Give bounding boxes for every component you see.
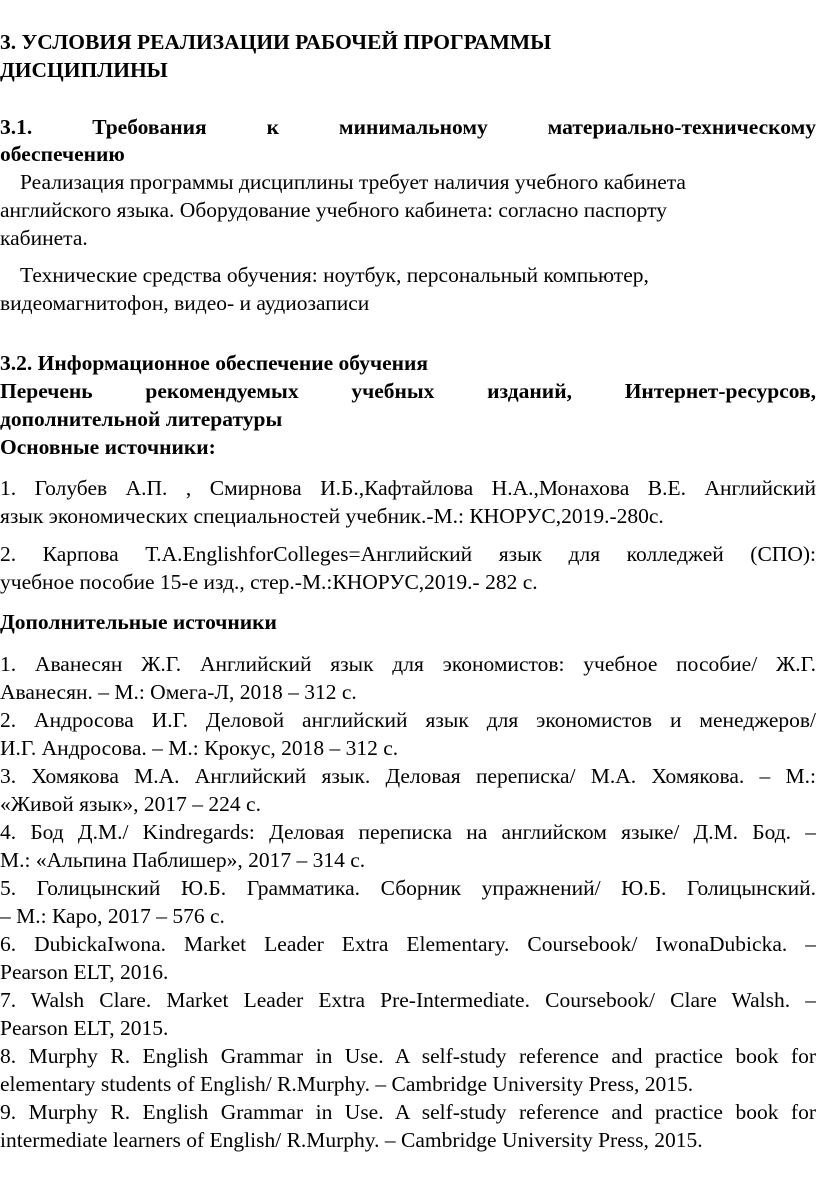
- additional-source-item-2-line-1: 2. Андросова И.Г. Деловой английский язык для экономистов и менеджеров/: [0, 708, 816, 732]
- section-title-line-2: ДИСЦИПЛИНЫ: [0, 58, 168, 82]
- additional-source-item-8-line-2: elementary students of English/ R.Murphy. – Cambridge University Press, 2015.: [0, 1072, 694, 1096]
- additional-sources-title: Дополнительные источники: [0, 610, 277, 634]
- additional-source-item-9-line-1: 9. Murphy R. English Grammar in Use. A self-study reference and practice book for: [0, 1100, 816, 1124]
- main-source-item-1-line-2: язык экономических специальностей учебник.-М.: КНОРУС,2019.-280с.: [0, 504, 664, 528]
- subsection-32-heading: 3.2. Информационное обеспечение обучения: [0, 351, 429, 375]
- additional-source-item-5-line-1: 5. Голицынский Ю.Б. Грамматика. Сборник упражнений/ Ю.Б. Голицынский.: [0, 876, 816, 900]
- additional-source-item-2-line-2: И.Г. Андросова. – М.: Крокус, 2018 – 312 с.: [0, 736, 399, 760]
- additional-source-item-3-line-2: «Живой язык», 2017 – 224 с.: [0, 792, 261, 816]
- main-source-item-2-line-1: 2. Карпова Т.А.EnglishforColleges=Английский язык для колледжей (СПО):: [0, 542, 816, 566]
- additional-source-item-6-line-1: 6. DubickaIwona. Market Leader Extra Elementary. Coursebook/ IwonaDubicka. –: [0, 932, 816, 956]
- subsection-31-heading-line-2: обеспечению: [0, 142, 125, 166]
- section-title-line-1: 3. УСЛОВИЯ РЕАЛИЗАЦИИ РАБОЧЕЙ ПРОГРАММЫ: [0, 30, 552, 54]
- additional-source-item-3-line-1: 3. Хомякова М.А. Английский язык. Деловая переписка/ М.А. Хомякова. – М.:: [0, 764, 816, 788]
- subsection-31-heading-line-1: 3.1. Требования к минимальному материально-техническому: [0, 115, 816, 139]
- additional-source-item-8-line-1: 8. Murphy R. English Grammar in Use. A self-study reference and practice book for: [0, 1044, 816, 1068]
- additional-source-item-4-line-2: М.: «Альпина Паблишер», 2017 – 314 с.: [0, 848, 366, 872]
- paragraph-1-line-1: Реализация программы дисциплины требует наличия учебного кабинета: [20, 170, 686, 194]
- additional-source-item-1-line-1: 1. Аванесян Ж.Г. Английский язык для экономистов: учебное пособие/ Ж.Г.: [0, 652, 816, 676]
- main-sources-title: Основные источники:: [0, 435, 216, 459]
- additional-source-item-4-line-1: 4. Бод Д.М./ Kindregards: Деловая переписка на английском языке/ Д.М. Бод. –: [0, 820, 816, 844]
- paragraph-1-line-3: кабинета.: [0, 226, 88, 250]
- paragraph-2-line-2: видеомагнитофон, видео- и аудиозаписи: [0, 291, 370, 315]
- subsection-32-subheading-line-1: Перечень рекомендуемых учебных изданий, Интернет-ресурсов,: [0, 379, 816, 403]
- additional-source-item-5-line-2: – М.: Каро, 2017 – 576 с.: [0, 904, 225, 928]
- main-source-item-1-line-1: 1. Голубев А.П. , Смирнова И.Б.,Кафтайлова Н.А.,Монахова В.Е. Английский: [0, 476, 816, 500]
- subsection-32-subheading-line-2: дополнительной литературы: [0, 407, 283, 431]
- additional-source-item-9-line-2: intermediate learners of English/ R.Murphy. – Cambridge University Press, 2015.: [0, 1128, 703, 1152]
- paragraph-2-line-1: Технические средства обучения: ноутбук, персональный компьютер,: [20, 263, 649, 287]
- additional-source-item-7-line-1: 7. Walsh Clare. Market Leader Extra Pre-Intermediate. Coursebook/ Clare Walsh. –: [0, 988, 816, 1012]
- additional-source-item-1-line-2: Аванесян. – М.: Омега-Л, 2018 – 312 с.: [0, 680, 357, 704]
- additional-source-item-6-line-2: Pearson ELT, 2016.: [0, 960, 169, 984]
- main-source-item-2-line-2: учебное пособие 15-е изд., стер.-М.:КНОРУС,2019.- 282 с.: [0, 570, 538, 594]
- additional-source-item-7-line-2: Pearson ELT, 2015.: [0, 1016, 169, 1040]
- paragraph-1-line-2: английского языка. Оборудование учебного кабинета: согласно паспорту: [0, 198, 667, 222]
